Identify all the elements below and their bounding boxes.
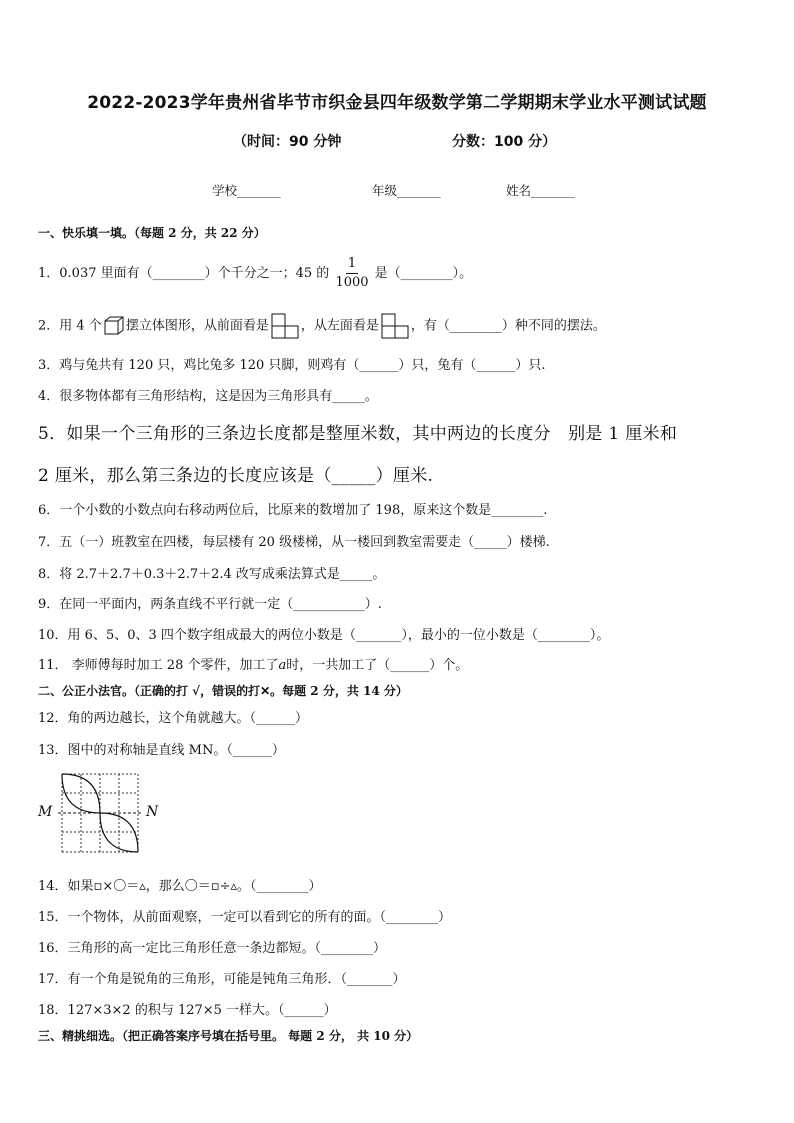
figure-label-n: N: [146, 804, 159, 820]
question-2: [38, 313, 606, 339]
question-14: 14．如果▫×〇＝▵，那么〇＝▫÷▵。（________）: [38, 879, 322, 894]
left-view-icon: [381, 313, 409, 339]
question-18: 18．127×3×2 的积与 127×5 一样大。（______）: [38, 1003, 337, 1018]
q1-text-after: 是（________）。: [374, 266, 473, 281]
question-17: 17．有一个角是锐角的三角形，可能是钝角三角形．（_______）: [38, 972, 406, 987]
question-10: 10．用 6、5、0、3 四个数字组成最大的两位小数是（_______），最小的一位小数是（________）。: [38, 628, 610, 643]
question-5-line-2: 2 厘米，那么第三条边的长度应该是（_____）厘米.: [38, 466, 434, 486]
q11-variable: a: [278, 658, 287, 673]
exam-score: 分数：100 分）: [452, 134, 557, 150]
fraction-numerator: 1: [346, 255, 358, 274]
page-title: 2022-2023学年贵州省毕节市织金县四年级数学第二学期期末学业水平测试试题: [87, 93, 707, 113]
q2-text-4: ，有（________）种不同的摆法。: [410, 318, 606, 334]
question-1: [38, 255, 472, 292]
q2-text-2: 摆立体图形，从前面看是: [125, 318, 269, 334]
fraction: [335, 255, 368, 292]
question-12: 12．角的两边越长，这个角就越大。（______）: [38, 711, 309, 726]
cube-icon: [104, 316, 124, 336]
symmetry-figure: [38, 770, 168, 856]
section-2-heading: 二、公正小法官。（正确的打 √，错误的打✕。每题 2 分，共 14 分）: [38, 684, 408, 698]
question-11: [38, 654, 468, 673]
q11-text-after: 时，一共加工了（______）个。: [286, 658, 469, 673]
q11-text-before: 11． 李师傅每时加工 28 个零件，加工了: [38, 658, 279, 673]
front-view-icon: [271, 313, 299, 339]
q2-text-3: ，从左面看是: [300, 318, 379, 334]
name-field[interactable]: 姓名_______: [506, 183, 575, 198]
question-7: 7．五（一）班教室在四楼，每层楼有 20 级楼梯，从一楼回到教室需要走（_____）楼梯.: [38, 535, 550, 550]
question-3: 3．鸡与兔共有 120 只，鸡比兔多 120 只脚，则鸡有（______）只，兔有（______）只.: [38, 358, 546, 373]
grade-field[interactable]: 年级_______: [372, 183, 441, 198]
question-6: 6．一个小数的小数点向右移动两位后，比原来的数增加了 198，原来这个数是________.: [38, 503, 548, 518]
question-15: 15．一个物体，从前面观察，一定可以看到它的所有的面。（________）: [38, 910, 452, 925]
school-field[interactable]: 学校_______: [212, 183, 281, 198]
section-1-heading: 一、快乐填一填。（每题 2 分，共 22 分）: [38, 226, 266, 240]
q2-text-1: 2．用 4 个: [38, 318, 102, 334]
section-3-heading: 三、精挑细选。（把正确答案序号填在括号里。 每题 2 分， 共 10 分）: [38, 1029, 419, 1043]
fraction-denominator: 1000: [335, 275, 369, 290]
question-9: 9．在同一平面内，两条直线不平行就一定（___________）.: [38, 597, 382, 612]
q1-text-before: 1．0.037 里面有（________）个千分之一；45 的: [38, 266, 330, 281]
question-13: 13．图中的对称轴是直线 MN。（______）: [38, 743, 285, 758]
question-4: 4．很多物体都有三角形结构，这是因为三角形具有_____。: [38, 389, 378, 404]
question-5-line-1: 5．如果一个三角形的三条边长度都是整厘米数，其中两边的长度分 别是 1 厘米和: [38, 424, 678, 444]
exam-time: （时间：90 分钟: [233, 134, 342, 150]
figure-label-m: M: [38, 804, 53, 820]
question-8: 8．将 2.7＋2.7＋0.3＋2.7＋2.4 改写成乘法算式是_____。: [38, 567, 386, 582]
question-16: 16．三角形的高一定比三角形任意一条边都短。（________）: [38, 941, 387, 956]
